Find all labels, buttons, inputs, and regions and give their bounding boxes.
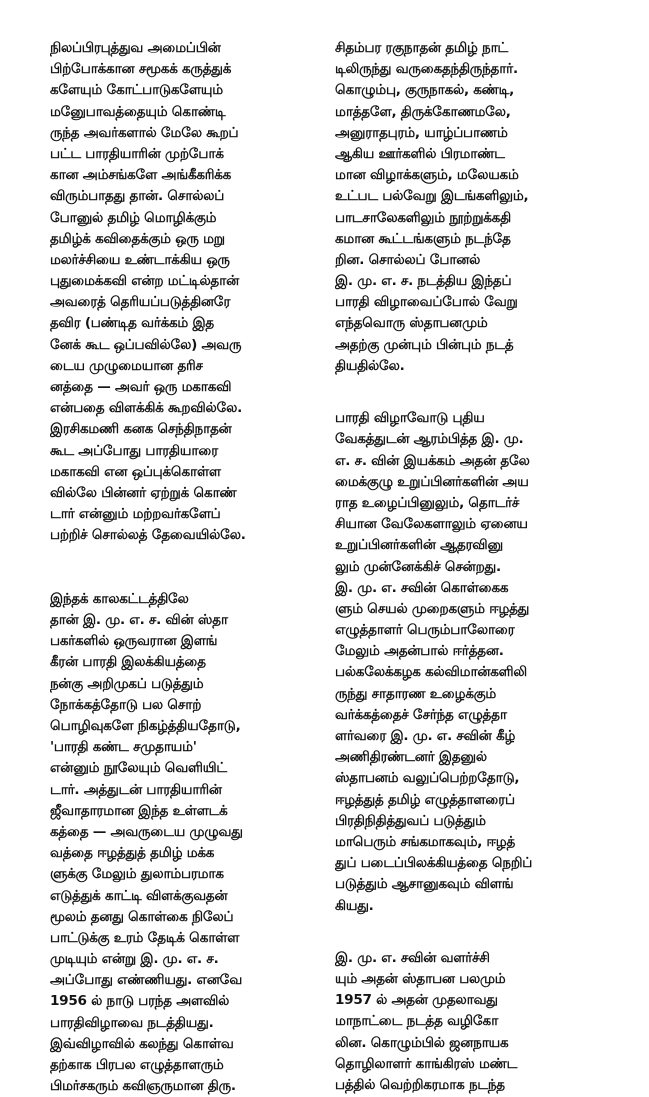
text-line: பகர்களில் ஒருவரான இளங் bbox=[50, 633, 218, 650]
text-line: களேயும் கோட்பாடுகளேயும் bbox=[50, 82, 223, 99]
text-line: மனுேபாவத்தையும் கொண்டி bbox=[50, 103, 226, 120]
text-line: மைக்குழு உறுப்பினர்களின் அய bbox=[335, 473, 529, 490]
text-line: னத்தை — அவர் ஒரு மகாகவி bbox=[50, 379, 232, 395]
text-line: என்னும் நூலேயும் வெளியிட் bbox=[50, 760, 227, 777]
right-paragraph-3 bbox=[335, 948, 607, 1096]
text-line: அதற்கு முன்பும் பின்பும் நடத் bbox=[335, 336, 514, 353]
text-line: உறுப்பினர்களின் ஆதரவினு bbox=[335, 537, 503, 554]
text-line: இரசிகமணி கனக செந்திநாதன் bbox=[50, 421, 232, 438]
text-line: ருந்து சாதாரண உழைக்கும் bbox=[335, 685, 497, 702]
text-line: ளுக்கு மேலும் துலாம்பரமாக bbox=[50, 866, 224, 883]
text-line: அனுராதபுரம், யாழ்ப்பாணம் bbox=[335, 124, 508, 141]
text-line: னேக் கூட ஒப்பவில்லே) அவரு bbox=[50, 336, 242, 353]
text-line: புதுமைக்கவி என்ற மட்டில்தான் bbox=[50, 273, 239, 290]
text-line: பிமர்சகரும் கவிஞருமான திரு. bbox=[50, 1078, 236, 1095]
text-line: ஆகிய ஊர்களில் பிரமாண்ட bbox=[335, 145, 505, 162]
text-line: இவ்விழாவில் கலந்து கொள்வ bbox=[50, 1035, 234, 1052]
text-line: 1956 ல் நாடு பரந்த அளவில் bbox=[50, 993, 230, 1010]
text-line: கீரன் பாரதி இலக்கியத்தை bbox=[50, 654, 206, 671]
text-line: மாநாட்டை நடத்த வழிகோ bbox=[335, 1013, 499, 1030]
text-line: வர்க்கத்தைச் சேர்ந்த எழுத்தா bbox=[335, 706, 507, 723]
text-line: மேலும் அதன்பால் ஈர்த்தன. bbox=[335, 643, 504, 660]
text-line: லின. கொழும்பில் ஜனநாயக bbox=[335, 1034, 509, 1051]
left-paragraph-1 bbox=[50, 38, 322, 547]
text-line: டார். அத்துடன் பாரதியாரின் bbox=[50, 781, 222, 798]
text-line: ருந்த அவர்களால் மேலே கூறப் bbox=[50, 124, 239, 141]
text-line: பொழிவுகளே நிகழ்த்தியதோடு, bbox=[50, 718, 241, 734]
text-line: நோக்கத்தோடு பல சொற் bbox=[50, 696, 202, 713]
text-line: முடியும் என்று இ. மு. எ. ச. bbox=[50, 951, 219, 968]
paragraph-gap bbox=[50, 568, 322, 589]
text-line: இ. மு. எ. ச. நடத்திய இந்தப் bbox=[335, 273, 512, 290]
text-line: கியது. bbox=[335, 897, 374, 914]
paragraph-gap bbox=[335, 398, 607, 408]
text-line: 1957 ல் அதன் முதலாவது bbox=[335, 992, 498, 1009]
text-line: ஈழத்துத் தமிழ் எழுத்தாளரைப் bbox=[335, 791, 515, 808]
text-line: பிரதிநிதித்துவப் படுத்தும் bbox=[335, 812, 486, 829]
right-paragraph-2 bbox=[335, 408, 607, 917]
text-line: பாரதி விழாவைப்போல் வேறு bbox=[335, 294, 518, 311]
text-line: பல்கலேக்கழக கல்விமான்களிலி bbox=[335, 664, 527, 681]
text-line: நன்கு அறிமுகப் படுத்தும் bbox=[50, 675, 204, 692]
left-paragraph-2 bbox=[50, 589, 322, 1097]
text-line: கான அம்சங்களே அங்கீகரிக்க bbox=[50, 167, 232, 184]
text-line: இ. மு. எ. சவின் வளர்ச்சி bbox=[335, 949, 490, 966]
text-line: பாரதிவிழாவை நடத்தியது. bbox=[50, 1014, 214, 1031]
text-line: வத்தை ஈழத்துத் தமிழ் மக்க bbox=[50, 845, 215, 862]
text-line: டார் என்னும் மற்றவர்களேப் bbox=[50, 506, 221, 523]
right-column bbox=[335, 38, 607, 1096]
text-line: கொழும்பு, குருநாகல், கண்டி, bbox=[335, 82, 515, 99]
text-line: மாத்தளே, திருக்கோணமலே, bbox=[335, 103, 511, 120]
text-line: 'பாரதி கண்ட சமுதாயம்' bbox=[50, 739, 197, 756]
text-line: பற்றிச் சொல்லத் தேவையில்லே. bbox=[50, 527, 246, 544]
text-line: பாரதி விழாவோடு புதிய bbox=[335, 410, 485, 427]
text-line: சிதம்பர ரகுநாதன் தமிழ் நாட் bbox=[335, 40, 509, 56]
text-line: பாட்டுக்கு உரம் தேடிக் கொள்ள bbox=[50, 929, 240, 946]
text-line: எந்தவொரு ஸ்தாபனமும் bbox=[335, 315, 488, 332]
text-line: ஸ்தாபனம் வலுப்பெற்றதோடு, bbox=[335, 770, 520, 787]
text-line: துப் படைப்பிலக்கியத்தை நெறிப் bbox=[335, 855, 533, 872]
text-line: கத்தை — அவருடைய முழுவது bbox=[50, 823, 243, 840]
text-line: ஜீவாதாரமான இந்த உள்ளடக் bbox=[50, 802, 228, 819]
text-line: ராத உழைப்பினுலும், தொடர்ச் bbox=[335, 494, 520, 511]
right-paragraph-1 bbox=[335, 38, 607, 377]
text-line: தான் இ. மு. எ. ச. வின் ஸ்தா bbox=[50, 612, 228, 629]
text-line: மகாகவி என ஒப்புக்கொள்ள bbox=[50, 463, 221, 480]
text-line: லும் முன்னேக்கிச் சென்றது. bbox=[335, 558, 501, 575]
text-line: அணிதிரண்டனர் இதனுல் bbox=[335, 749, 487, 766]
text-line: டைய முழுமையான தரிச bbox=[50, 357, 203, 374]
text-line: டிலிருந்து வருகைதந்திருந்தார். bbox=[335, 61, 518, 78]
paragraph-gap bbox=[50, 547, 322, 568]
text-line: பத்தில் வெற்றிகரமாக நடந்த bbox=[335, 1077, 505, 1093]
text-line: அவரைத் தெரியப்படுத்தினரே bbox=[50, 294, 231, 311]
text-line: நிலப்பிரபுத்துவ அமைப்பின் bbox=[50, 40, 221, 56]
text-line: பாடசாலேகளிலும் நூற்றுக்கதி bbox=[335, 209, 511, 226]
left-column bbox=[50, 38, 322, 1097]
text-line: தவிர (பண்டித வர்க்கம் இத bbox=[50, 315, 214, 332]
text-line: ளும் செயல் முறைகளும் ஈழத்து bbox=[335, 600, 530, 617]
text-line: என்பதை விளக்கிக் கூறவில்லே. bbox=[50, 400, 242, 417]
paragraph-gap bbox=[335, 938, 607, 948]
text-line: மான விழாக்களும், மலேயகம் bbox=[335, 167, 519, 184]
paragraph-gap bbox=[335, 917, 607, 938]
text-line: கமான கூட்டங்களும் நடந்தே bbox=[335, 230, 511, 247]
text-line: தற்காக பிரபல எழுத்தாளரும் bbox=[50, 1057, 224, 1073]
text-line: எழுத்தாளர் பெரும்பாலோரை bbox=[335, 622, 515, 639]
text-line: வில்லே பின்னர் ஏற்றுக் கொண் bbox=[50, 484, 237, 501]
text-line: ளர்வரை இ. மு. எ. சவின் கீழ் bbox=[335, 728, 516, 744]
text-line: இந்தக் காலகட்டத்திலே bbox=[50, 590, 189, 607]
text-line: தியதில்லே. bbox=[335, 357, 405, 374]
text-line: வேகத்துடன் ஆரம்பித்த இ. மு. bbox=[335, 431, 524, 448]
text-line: இ. மு. எ. சவின் கொள்கைக bbox=[335, 579, 509, 596]
text-line: தொழிலாளர் காங்கிரஸ் மண்ட bbox=[335, 1055, 518, 1072]
paragraph-gap bbox=[335, 377, 607, 398]
text-line: போனுல் தமிழ் மொழிக்கும் bbox=[50, 209, 217, 226]
text-line: பிற்போக்கான சமூகக் கருத்துக் bbox=[50, 61, 232, 78]
text-line: தமிழ்க் கவிதைக்கும் ஒரு மறு bbox=[50, 230, 225, 247]
text-line: யும் அதன் ஸ்தாபன பலமும் bbox=[335, 971, 506, 988]
text-line: விரும்பாதது தான். சொல்லப் bbox=[50, 188, 225, 205]
text-line: எடுத்துக் காட்டி விளக்குவதன் bbox=[50, 887, 228, 904]
text-line: மூலம் தனது கொள்கை நிலேப் bbox=[50, 908, 234, 925]
text-line: சியான வேலேகளாலும் ஏனைய bbox=[335, 516, 528, 533]
text-line: மலர்ச்சியை உண்டாக்கிய ஒரு bbox=[50, 251, 230, 268]
text-line: அப்போது எண்ணியது. எனவே bbox=[50, 972, 243, 989]
text-line: பட்ட பாரதியாரின் முற்போக் bbox=[50, 145, 224, 162]
text-line: கூட அப்போது பாரதியாரை bbox=[50, 442, 218, 459]
text-line: படுத்தும் ஆசானுகவும் விளங் bbox=[335, 876, 514, 893]
text-line: றின. சொல்லப் போனல் bbox=[335, 251, 481, 268]
text-line: எ. ச. வின் இயக்கம் அதன் தலே bbox=[335, 452, 530, 469]
text-line: மாபெரும் சங்கமாகவும், ஈழத் bbox=[335, 833, 515, 850]
text-line: உட்பட பல்வேறு இடங்களிலும், bbox=[335, 188, 529, 205]
